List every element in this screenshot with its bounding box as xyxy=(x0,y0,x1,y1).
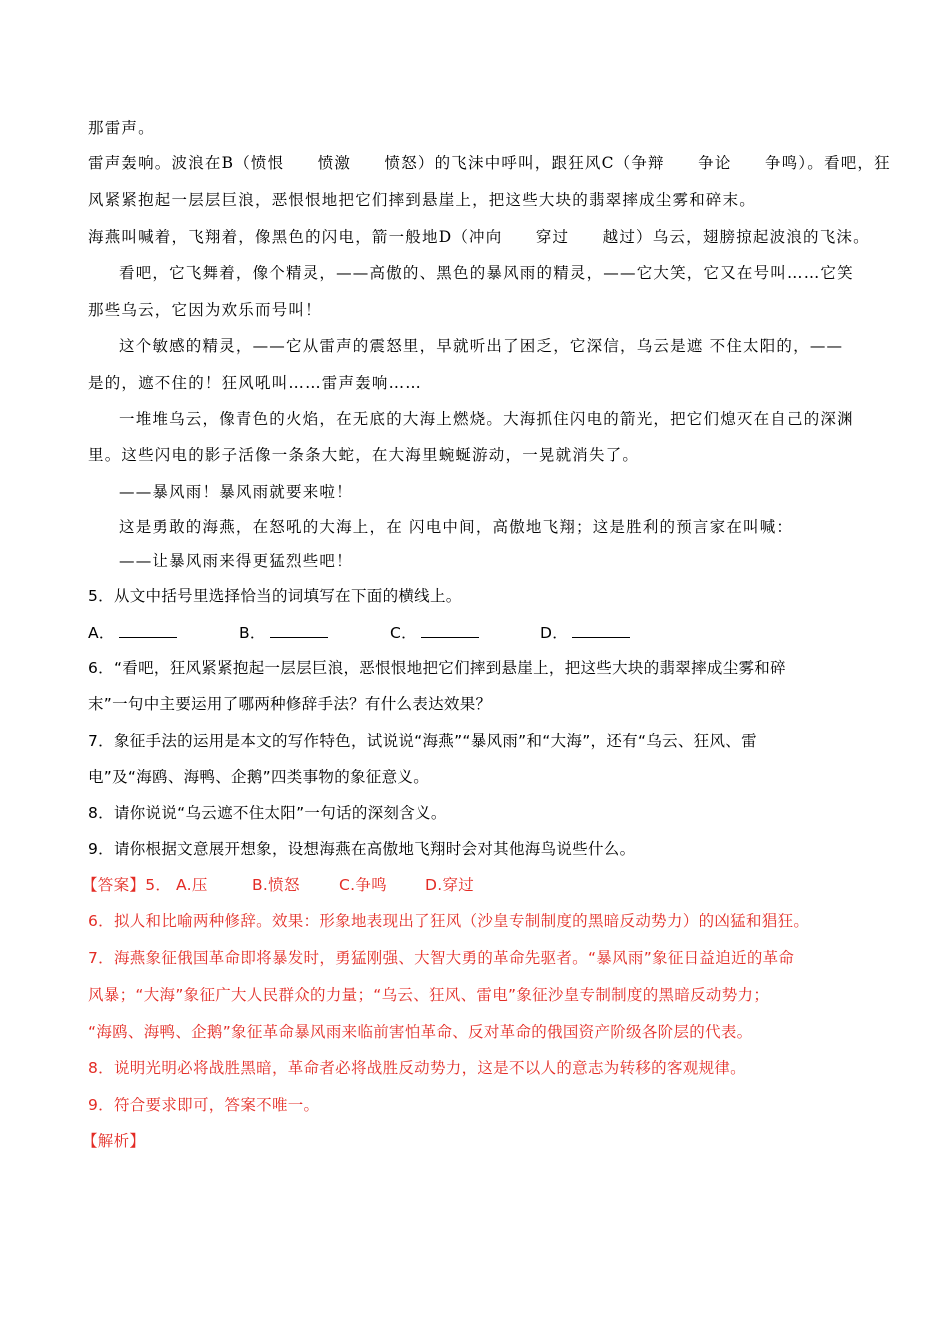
answer-blank-b[interactable] xyxy=(270,621,328,638)
question-7-cont: 电”及“海鸥、海鸭、企鹅”四类事物的象征意义。 xyxy=(88,768,429,786)
passage-line: 是的，遮不住的！狂风吼叫……雷声轰响…… xyxy=(88,374,423,392)
answer-9: 9．符合要求即可，答案不唯一。 xyxy=(88,1096,320,1114)
answer-5-a: A.压 xyxy=(176,876,208,894)
question-7: 7．象征手法的运用是本文的写作特色，试说说“海燕”“暴风雨”和“大海”，还有“乌云、狂风、雷 xyxy=(88,732,757,750)
option-c-label: C． xyxy=(390,624,417,642)
answer-5-c: C.争鸣 xyxy=(339,876,387,894)
option-a-label: A． xyxy=(88,624,115,642)
passage-line: 风紧紧抱起一层层巨浪，恶恨恨地把它们摔到悬崖上，把这些大块的翡翠摔成尘雾和碎末。 xyxy=(88,191,757,209)
passage-line: 那些乌云，它因为欢乐而号叫！ xyxy=(88,301,322,319)
question-6-cont: 末”一句中主要运用了哪两种修辞手法？有什么表达效果？ xyxy=(88,695,492,713)
answer-7-cont: “海鸥、海鸭、企鹅”象征革命暴风雨来临前害怕革命、反对革命的俄国资产阶级各阶层的代表。 xyxy=(88,1023,753,1041)
passage-line: 那雷声。 xyxy=(88,119,155,137)
passage-line: 海燕叫喊着，飞翔着，像黑色的闪电，箭一般地D（冲向 穿过 越过）乌云，翅膀掠起波浪的飞沫。 xyxy=(88,228,870,246)
analysis-label: 【解析】 xyxy=(82,1132,146,1150)
answer-5-prefix: 5． xyxy=(145,876,172,894)
option-a xyxy=(88,621,177,644)
answer-5-d: D.穿过 xyxy=(425,876,475,894)
answer-7-cont: 风暴；“大海”象征广大人民群众的力量；“乌云、狂风、雷电”象征沙皇专制制度的黑暗反动势力； xyxy=(88,986,770,1004)
passage-line: 这是勇敢的海燕，在怒吼的大海上，在 闪电中间，高傲地飞翔；这是胜利的预言家在叫喊： xyxy=(119,518,794,536)
passage-line: 看吧，它飞舞着，像个精灵，——高傲的、黑色的暴风雨的精灵，——它大笑，它又在号叫……它笑 xyxy=(119,264,854,282)
passage-line: ——暴风雨！暴风雨就要来啦！ xyxy=(119,483,353,501)
answer-blank-d[interactable] xyxy=(572,621,630,638)
answer-blank-c[interactable] xyxy=(421,621,479,638)
passage-line: 里。这些闪电的影子活像一条条大蛇，在大海里蜿蜒游动，一晃就消失了。 xyxy=(88,446,640,464)
passage-line: 这个敏感的精灵，——它从雷声的震怒里，早就听出了困乏，它深信，乌云是遮 不住太阳的，—— xyxy=(119,337,844,355)
question-9: 9．请你根据文意展开想象，设想海燕在高傲地飞翔时会对其他海鸟说些什么。 xyxy=(88,840,636,858)
answer-blank-a[interactable] xyxy=(119,621,177,638)
answer-7: 7．海燕象征俄国革命即将暴发时，勇猛刚强、大智大勇的革命先驱者。“暴风雨”象征日益迫近的革命 xyxy=(88,949,795,967)
option-c xyxy=(390,621,479,644)
option-d xyxy=(540,621,630,644)
option-b xyxy=(239,621,328,644)
answer-5 xyxy=(82,874,857,896)
answer-label: 【答案】 xyxy=(82,876,146,894)
question-5: 5．从文中括号里选择恰当的词填写在下面的横线上。 xyxy=(88,587,462,605)
passage-line: 雷声轰响。波浪在B（愤恨 愤激 愤怒）的飞沫中呼叫，跟狂风C（争辩 争论 争鸣）。看吧，狂 xyxy=(88,154,891,172)
option-d-label: D． xyxy=(540,624,569,642)
question-8: 8．请你说说“乌云遮不住太阳”一句话的深刻含义。 xyxy=(88,804,447,822)
passage-line: 一堆堆乌云，像青色的火焰，在无底的大海上燃烧。大海抓住闪电的箭光，把它们熄灭在自己的深渊 xyxy=(119,410,854,428)
answer-8: 8．说明光明必将战胜黑暗，革命者必将战胜反动势力，这是不以人的意志为转移的客观规律。 xyxy=(88,1059,746,1077)
option-b-label: B． xyxy=(239,624,266,642)
answer-6: 6．拟人和比喻两种修辞。效果：形象地表现出了狂风（沙皇专制制度的黑暗反动势力）的凶猛和猖狂。 xyxy=(88,912,810,930)
passage-line: ——让暴风雨来得更猛烈些吧！ xyxy=(119,552,353,570)
answer-5-b: B.愤怒 xyxy=(252,876,300,894)
question-6: 6．“看吧，狂风紧紧抱起一层层巨浪，恶恨恨地把它们摔到悬崖上，把这些大块的翡翠摔成尘雾和碎 xyxy=(88,659,786,677)
